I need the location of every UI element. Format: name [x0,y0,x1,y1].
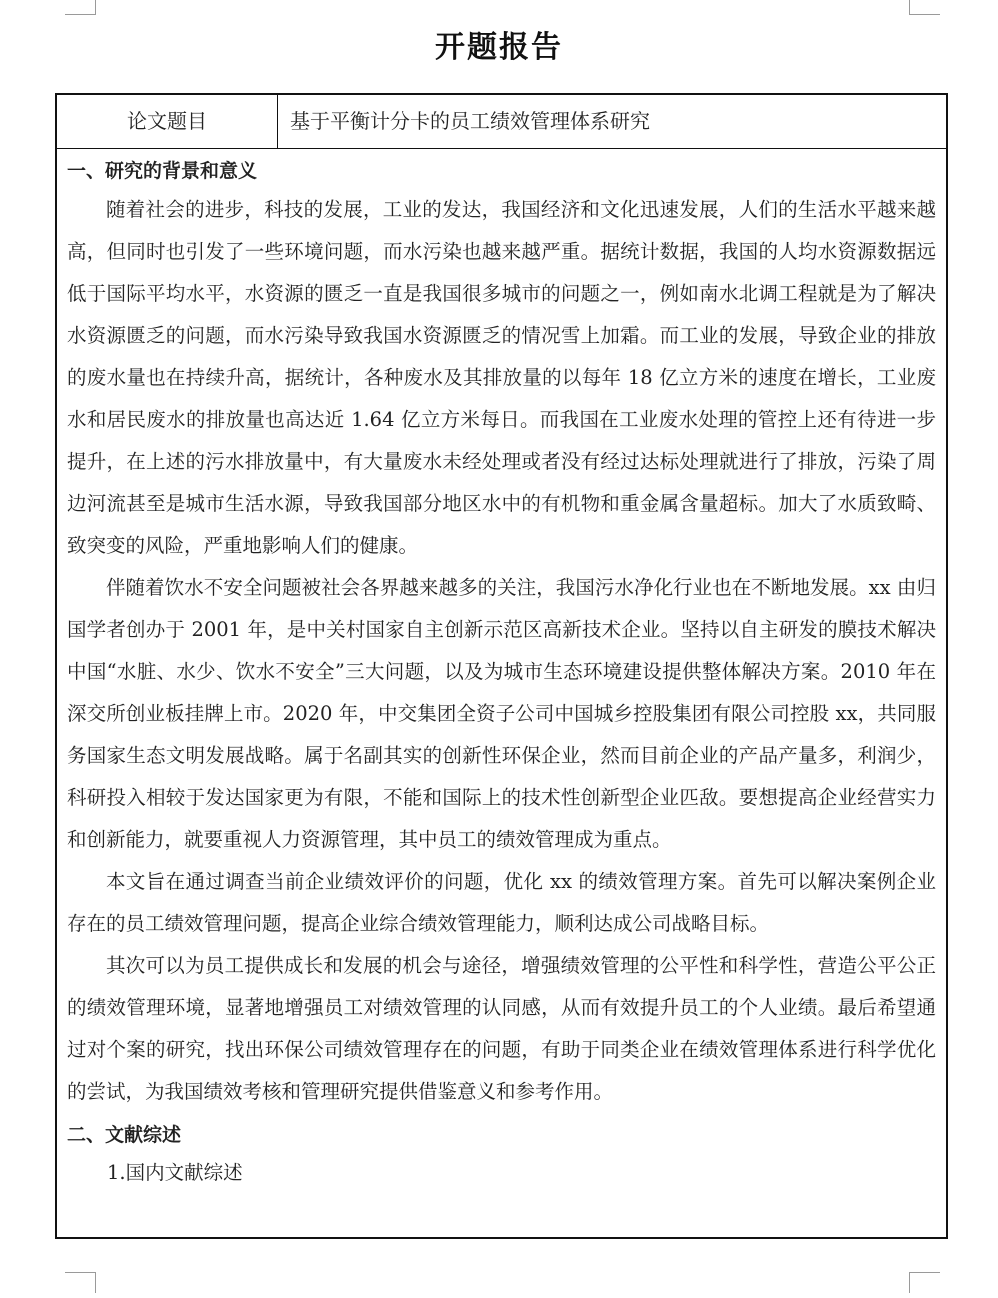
section-heading-background: 一、研究的背景和意义 [67,160,258,182]
page-corner-mark [909,0,940,15]
report-table [55,93,948,1239]
page-corner-mark [65,1272,96,1293]
thesis-title-value: 基于平衡计分卡的员工绩效管理体系研究 [290,109,650,133]
thesis-title-label: 论文题目 [57,95,278,148]
page-corner-mark [909,1272,940,1293]
subsection-heading-domestic: 1.国内文献综述 [107,1161,243,1184]
paragraph: 随着社会的进步，科技的发展，工业的发达，我国经济和文化迅速发展，人们的生活水平越来越高，但同时也引发了一些环境问题，而水污染也越来越严重。据统计数据，我国的人均水资源数据远低于国际平均水平，水资源的匮乏一直是我国很多城市的问题之一，例如南水北调工程就是为了解决水资源匮乏的问题，而水污染导致我国水资源匮乏的情况雪上加霜。而工业的发展，导致企业的排放的废水量也在持续升高，据统计，各种废水及其排放量的以每年 18 亿立方米的速度在增长，工业废水和居民废水的排放量也高达近 1.64 亿立方米每日。而我国在工业废水处理的管控上还有待进一步提升，在上述的污水排放量中，有大量废水未经处理或者没有经过达标处理就进行了排放，污染了周边河流甚至是城市生活水源，导致我国部分地区水中的有机物和重金属含量超标。加大了水质致畸、致突变的风险，严重地影响人们的健康。 [67,198,936,557]
paragraph: 本文旨在通过调查当前企业绩效评价的问题，优化 xx 的绩效管理方案。首先可以解决案例企业存在的员工绩效管理问题，提高企业综合绩效管理能力，顺利达成公司战略目标。 [67,870,936,935]
page-corner-mark [65,0,96,15]
paragraph: 伴随着饮水不安全问题被社会各界越来越多的关注，我国污水净化行业也在不断地发展。xx 由归国学者创办于 2001 年，是中关村国家自主创新示范区高新技术企业。坚持以自主研发的膜技术解决中国“水脏、水少、饮水不安全”三大问题，以及为城市生态环境建设提供整体解决方案。2010 年在深交所创业板挂牌上市。2020 年，中交集团全资子公司中国城乡控股集团有限公司控股 xx，共同服务国家生态文明发展战略。属于名副其实的创新性环保企业，然而目前企业的产品产量多，利润少，科研投入相较于发达国家更为有限，不能和国际上的技术性创新型企业匹敌。要想提高企业经营实力和创新能力，就要重视人力资源管理，其中员工的绩效管理成为重点。 [67,576,936,851]
page-title: 开题报告 [435,30,563,65]
section-heading-literature-review: 二、文献综述 [67,1124,182,1146]
report-body [57,149,946,1195]
thesis-title-row [57,95,946,149]
paragraph: 其次可以为员工提供成长和发展的机会与途径，增强绩效管理的公平性和科学性，营造公平公正的绩效管理环境，显著地增强员工对绩效管理的认同感，从而有效提升员工的个人业绩。最后希望通过对个案的研究，找出环保公司绩效管理存在的问题，有助于同类企业在绩效管理体系进行科学优化的尝试，为我国绩效考核和管理研究提供借鉴意义和参考作用。 [67,954,936,1103]
